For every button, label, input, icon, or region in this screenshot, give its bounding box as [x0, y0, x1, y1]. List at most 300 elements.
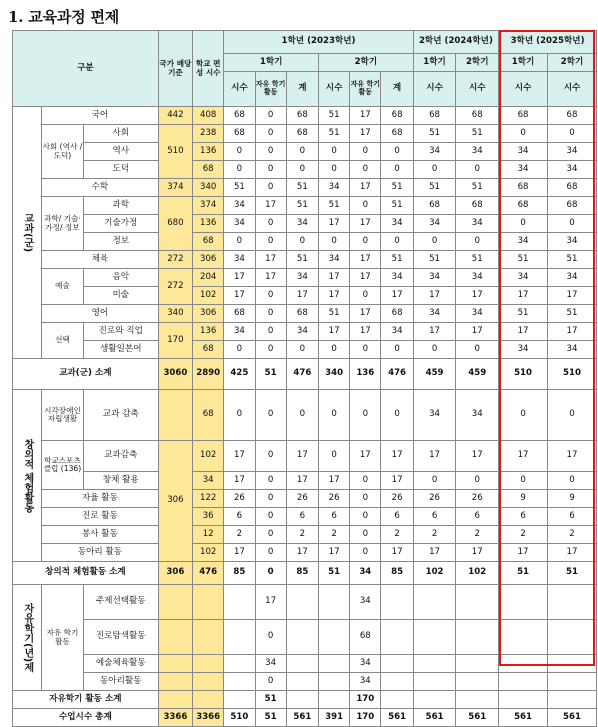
value-cell: 0 [255, 125, 286, 143]
value-cell: 0 [255, 390, 286, 441]
value-cell: 0 [350, 233, 381, 251]
value-cell: 51 [255, 709, 286, 727]
empty-cell [318, 655, 349, 673]
row-label: 동아리활동 [83, 673, 158, 691]
school-hours: 306 [193, 251, 224, 269]
group-jayu-sub: 자유 학기 활동 [42, 585, 84, 691]
value-cell: 51 [224, 179, 255, 197]
school-hours: 204 [193, 269, 224, 287]
value-cell: 17 [350, 323, 381, 341]
free-sem2: 34 [350, 655, 381, 673]
value-cell: 510 [224, 709, 255, 727]
school-hours [193, 585, 224, 620]
free-sem2: 34 [350, 585, 381, 620]
value-cell: 34 [318, 179, 349, 197]
empty-cell [548, 655, 597, 673]
school-hours: 136 [193, 143, 224, 161]
table-row [13, 107, 597, 125]
header-y3-sem2: 2학기 [548, 54, 597, 72]
national-hours [158, 620, 192, 655]
empty-cell [499, 585, 548, 620]
value-cell: 459 [456, 359, 499, 390]
header-year3: 3학년 (2025학년) [499, 31, 597, 54]
value-cell: 51 [413, 251, 456, 269]
value-cell: 34 [499, 341, 548, 359]
free-sem1: 51 [255, 691, 286, 709]
value-cell: 34 [381, 215, 413, 233]
row-label: 주제선택활동 [83, 585, 158, 620]
value-cell: 51 [286, 251, 318, 269]
value-cell: 0 [350, 287, 381, 305]
value-cell: 0 [255, 107, 286, 125]
empty-cell [318, 585, 349, 620]
value-cell: 561 [499, 709, 548, 727]
empty-cell [456, 673, 499, 691]
value-cell: 68 [286, 125, 318, 143]
free-sem2: 170 [350, 691, 381, 709]
row-label: 진로탐색활동 [83, 620, 158, 655]
school-hours [193, 620, 224, 655]
value-cell: 0 [350, 526, 381, 544]
value-cell: 68 [499, 107, 548, 125]
value-cell: 34 [286, 323, 318, 341]
value-cell: 17 [381, 544, 413, 562]
value-cell: 17 [286, 441, 318, 472]
value-cell: 26 [224, 490, 255, 508]
value-cell: 17 [318, 323, 349, 341]
value-cell: 0 [286, 233, 318, 251]
value-cell: 17 [255, 251, 286, 269]
value-cell: 34 [224, 197, 255, 215]
value-cell: 51 [499, 562, 548, 585]
value-cell: 51 [413, 179, 456, 197]
value-cell: 68 [413, 107, 456, 125]
value-cell: 17 [548, 323, 597, 341]
empty-cell [548, 620, 597, 655]
value-cell: 17 [318, 544, 349, 562]
value-cell: 6 [381, 508, 413, 526]
empty-cell [381, 655, 413, 673]
value-cell: 34 [413, 143, 456, 161]
value-cell: 51 [318, 125, 349, 143]
value-cell: 68 [499, 179, 548, 197]
value-cell: 0 [413, 161, 456, 179]
free-sem1: 0 [255, 673, 286, 691]
value-cell: 0 [548, 215, 597, 233]
header-year1: 1학년 (2023학년) [224, 31, 413, 54]
page-title: 1. 교육과정 편제 [8, 8, 120, 26]
school-hours: 3366 [193, 709, 224, 727]
value-cell: 0 [548, 472, 597, 490]
empty-cell [224, 691, 255, 709]
table-row [13, 143, 597, 161]
empty-cell [456, 691, 499, 709]
national-hours [158, 390, 192, 441]
group-seontaek: 선택 [42, 323, 84, 359]
table-row [13, 269, 597, 287]
grand-total-row [13, 709, 597, 727]
value-cell: 561 [548, 709, 597, 727]
school-hours [193, 691, 224, 709]
value-cell: 17 [318, 215, 349, 233]
empty-cell [548, 673, 597, 691]
subject-label: 영어 [42, 305, 159, 323]
row-label: 봉사 활동 [42, 526, 159, 544]
subtotal-label: 자유학기 활동 소계 [13, 691, 159, 709]
empty-cell [413, 585, 456, 620]
value-cell: 51 [548, 305, 597, 323]
value-cell: 51 [548, 562, 597, 585]
value-cell: 0 [381, 143, 413, 161]
school-hours: 136 [193, 323, 224, 341]
value-cell: 85 [224, 562, 255, 585]
national-hours: 680 [158, 197, 192, 251]
table-row [13, 287, 597, 305]
value-cell: 68 [456, 197, 499, 215]
empty-cell [413, 691, 456, 709]
value-cell: 0 [413, 341, 456, 359]
value-cell: 9 [548, 490, 597, 508]
value-cell: 17 [318, 269, 349, 287]
value-cell: 17 [413, 323, 456, 341]
school-hours: 68 [193, 390, 224, 441]
header-y2-sem1: 1학기 [413, 54, 456, 72]
value-cell: 17 [350, 251, 381, 269]
value-cell: 51 [318, 305, 349, 323]
value-cell: 34 [413, 269, 456, 287]
value-cell: 0 [350, 544, 381, 562]
subject-label: 생활일본어 [83, 341, 158, 359]
value-cell: 510 [499, 359, 548, 390]
value-cell: 0 [255, 215, 286, 233]
value-cell: 26 [318, 490, 349, 508]
value-cell: 17 [413, 441, 456, 472]
table-row [13, 161, 597, 179]
value-cell: 6 [318, 508, 349, 526]
free-sem2: 34 [350, 673, 381, 691]
value-cell: 0 [456, 341, 499, 359]
empty-cell [286, 585, 318, 620]
empty-cell [286, 620, 318, 655]
national-hours: 3366 [158, 709, 192, 727]
value-cell: 0 [286, 143, 318, 161]
value-cell: 17 [224, 544, 255, 562]
value-cell: 68 [381, 305, 413, 323]
value-cell: 34 [456, 390, 499, 441]
value-cell: 0 [318, 390, 349, 441]
empty-cell [381, 585, 413, 620]
value-cell: 34 [548, 143, 597, 161]
empty-cell [499, 655, 548, 673]
value-cell: 17 [224, 472, 255, 490]
national-hours [158, 655, 192, 673]
table-row [13, 490, 597, 508]
header-sisu: 시수 [548, 72, 597, 107]
value-cell: 17 [224, 269, 255, 287]
value-cell: 17 [548, 441, 597, 472]
table-row [13, 197, 597, 215]
header-sisu: 시수 [224, 72, 255, 107]
empty-cell [286, 673, 318, 691]
value-cell: 34 [350, 562, 381, 585]
value-cell: 0 [224, 390, 255, 441]
value-cell: 0 [413, 233, 456, 251]
value-cell: 34 [499, 233, 548, 251]
value-cell: 51 [381, 179, 413, 197]
table-row [13, 585, 597, 620]
value-cell: 2 [456, 526, 499, 544]
value-cell: 0 [286, 390, 318, 441]
value-cell: 17 [413, 287, 456, 305]
value-cell: 0 [499, 125, 548, 143]
header-y3-sem1: 1학기 [499, 54, 548, 72]
empty-cell [499, 673, 548, 691]
value-cell: 0 [499, 472, 548, 490]
header-free: 자유 학기 활동 [255, 72, 286, 107]
value-cell: 17 [318, 472, 349, 490]
table-row [13, 233, 597, 251]
value-cell: 0 [413, 472, 456, 490]
value-cell: 17 [350, 305, 381, 323]
national-hours: 306 [158, 562, 192, 585]
national-hours [158, 691, 192, 709]
value-cell: 17 [286, 472, 318, 490]
table-row [13, 323, 597, 341]
value-cell: 0 [318, 161, 349, 179]
value-cell: 0 [255, 490, 286, 508]
value-cell: 17 [255, 197, 286, 215]
subject-label: 정보 [83, 233, 158, 251]
value-cell: 0 [318, 441, 349, 472]
value-cell: 51 [413, 125, 456, 143]
value-cell: 17 [350, 269, 381, 287]
national-hours: 170 [158, 323, 192, 359]
value-cell: 34 [548, 269, 597, 287]
header-school-hours: 학교 편성 시수 [193, 31, 224, 107]
subject-label: 역사 [83, 143, 158, 161]
value-cell: 0 [255, 305, 286, 323]
subject-label: 사회 [83, 125, 158, 143]
group-gwahak: 과학/ 기술· 가정/ 정보 [42, 197, 84, 251]
header-gubun: 구분 [13, 31, 159, 107]
header-gye: 계 [381, 72, 413, 107]
value-cell: 51 [381, 251, 413, 269]
empty-cell [456, 620, 499, 655]
grand-total-label: 수업시수 총계 [13, 709, 159, 727]
subtotal-row [13, 691, 597, 709]
header-year2: 2학년 (2024학년) [413, 31, 498, 54]
value-cell: 0 [255, 179, 286, 197]
value-cell: 0 [286, 161, 318, 179]
national-hours: 272 [158, 269, 192, 305]
value-cell: 26 [456, 490, 499, 508]
empty-cell [381, 620, 413, 655]
value-cell: 34 [548, 341, 597, 359]
table-row [13, 544, 597, 562]
empty-cell [413, 655, 456, 673]
value-cell: 17 [413, 544, 456, 562]
value-cell: 17 [499, 323, 548, 341]
value-cell: 476 [381, 359, 413, 390]
row-sublabel: 창체 활용 [83, 472, 158, 490]
value-cell: 2 [381, 526, 413, 544]
value-cell: 17 [499, 287, 548, 305]
empty-cell [548, 585, 597, 620]
value-cell: 17 [350, 179, 381, 197]
empty-cell [286, 691, 318, 709]
value-cell: 0 [350, 472, 381, 490]
value-cell: 0 [318, 143, 349, 161]
value-cell: 0 [456, 472, 499, 490]
school-hours: 238 [193, 125, 224, 143]
table-row [13, 305, 597, 323]
value-cell: 561 [413, 709, 456, 727]
subject-label: 미술 [83, 287, 158, 305]
value-cell: 17 [548, 544, 597, 562]
value-cell: 561 [456, 709, 499, 727]
row-label: 학교스포츠클럽 (136) [42, 441, 84, 490]
row-label: 예술체육활동 [83, 655, 158, 673]
value-cell: 476 [286, 359, 318, 390]
value-cell: 34 [413, 215, 456, 233]
value-cell: 34 [548, 233, 597, 251]
value-cell: 0 [255, 472, 286, 490]
subject-label: 체육 [42, 251, 159, 269]
value-cell: 68 [286, 305, 318, 323]
subject-label: 기술가정 [83, 215, 158, 233]
value-cell: 51 [318, 107, 349, 125]
free-sem2: 68 [350, 620, 381, 655]
value-cell: 17 [286, 287, 318, 305]
value-cell: 34 [318, 251, 349, 269]
school-hours: 2890 [193, 359, 224, 390]
empty-cell [224, 655, 255, 673]
value-cell: 0 [318, 341, 349, 359]
value-cell: 17 [499, 441, 548, 472]
subject-label: 도덕 [83, 161, 158, 179]
subtotal-label: 교과(군) 소계 [13, 359, 159, 390]
header-sisu: 시수 [413, 72, 456, 107]
value-cell: 6 [224, 508, 255, 526]
value-cell: 34 [499, 269, 548, 287]
value-cell: 561 [381, 709, 413, 727]
value-cell: 51 [286, 197, 318, 215]
school-hours: 408 [193, 107, 224, 125]
table-row [13, 341, 597, 359]
value-cell: 17 [286, 544, 318, 562]
value-cell: 51 [456, 179, 499, 197]
value-cell: 34 [456, 143, 499, 161]
empty-cell [548, 691, 597, 709]
value-cell: 6 [286, 508, 318, 526]
empty-cell [499, 620, 548, 655]
table-row [13, 251, 597, 269]
value-cell: 2 [224, 526, 255, 544]
value-cell: 51 [286, 179, 318, 197]
value-cell: 425 [224, 359, 255, 390]
subject-label: 음악 [83, 269, 158, 287]
empty-cell [318, 691, 349, 709]
header-sisu: 시수 [318, 72, 349, 107]
value-cell: 0 [350, 508, 381, 526]
value-cell: 68 [224, 125, 255, 143]
value-cell: 17 [548, 287, 597, 305]
value-cell: 51 [499, 305, 548, 323]
header-y1-sem2: 2학기 [318, 54, 413, 72]
value-cell: 68 [548, 197, 597, 215]
value-cell: 68 [224, 305, 255, 323]
curriculum-table-wrap [12, 30, 597, 727]
value-cell: 0 [456, 161, 499, 179]
value-cell: 6 [499, 508, 548, 526]
national-hours: 306 [158, 441, 192, 562]
value-cell: 17 [224, 441, 255, 472]
free-sem1: 17 [255, 585, 286, 620]
row-sublabel: 교과감축 [83, 441, 158, 472]
empty-cell [456, 585, 499, 620]
table-row [13, 215, 597, 233]
value-cell: 0 [350, 161, 381, 179]
value-cell: 0 [224, 143, 255, 161]
value-cell: 34 [456, 269, 499, 287]
value-cell: 0 [224, 161, 255, 179]
national-hours: 3060 [158, 359, 192, 390]
header-national-hours: 국가 배당 기준 [158, 31, 192, 107]
value-cell: 26 [413, 490, 456, 508]
table-row [13, 125, 597, 143]
empty-cell [224, 620, 255, 655]
header-sisu: 시수 [499, 72, 548, 107]
value-cell: 51 [548, 251, 597, 269]
value-cell: 51 [381, 197, 413, 215]
table-row [13, 390, 597, 441]
value-cell: 26 [286, 490, 318, 508]
value-cell: 17 [499, 544, 548, 562]
table-row [13, 526, 597, 544]
table-row [13, 673, 597, 691]
value-cell: 0 [318, 233, 349, 251]
row-label: 자율 활동 [42, 490, 159, 508]
value-cell: 9 [499, 490, 548, 508]
table-row [13, 179, 597, 197]
value-cell: 0 [224, 341, 255, 359]
school-hours: 68 [193, 233, 224, 251]
value-cell: 459 [413, 359, 456, 390]
value-cell: 68 [286, 107, 318, 125]
empty-cell [286, 655, 318, 673]
empty-cell [413, 620, 456, 655]
free-sem1: 0 [255, 620, 286, 655]
value-cell: 68 [381, 125, 413, 143]
value-cell: 68 [456, 107, 499, 125]
subtotal-label: 창의적 체험활동 소계 [13, 562, 159, 585]
school-hours: 476 [193, 562, 224, 585]
header-y2-sem2: 2학기 [456, 54, 499, 72]
value-cell: 17 [224, 287, 255, 305]
national-hours: 374 [158, 179, 192, 197]
free-sem1: 34 [255, 655, 286, 673]
subtotal-row [13, 562, 597, 585]
group-jayu: 자유학기(년)제 [13, 585, 42, 691]
subject-label: 국어 [42, 107, 159, 125]
value-cell: 0 [381, 341, 413, 359]
subject-label: 과학 [83, 197, 158, 215]
school-hours: 306 [193, 305, 224, 323]
value-cell: 0 [499, 215, 548, 233]
value-cell: 391 [318, 709, 349, 727]
group-gyogwa: 교과(군) [13, 107, 42, 359]
value-cell: 0 [255, 323, 286, 341]
